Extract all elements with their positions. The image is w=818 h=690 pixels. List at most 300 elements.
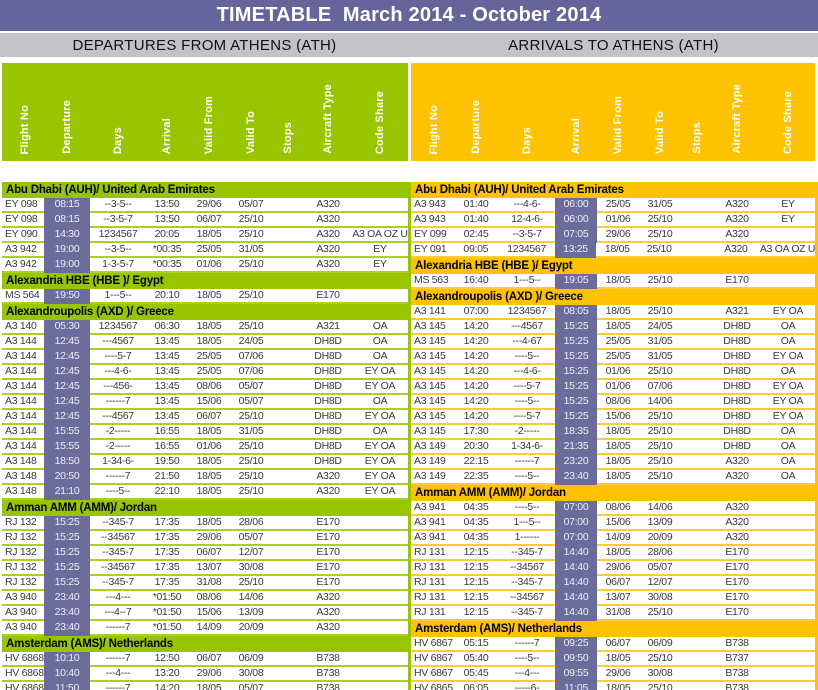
column-header-label: Flight No bbox=[427, 104, 440, 154]
cell-valid-from: 06/07 bbox=[196, 213, 222, 225]
cell-code-share bbox=[352, 516, 408, 529]
cell-flight-no: A3 145 bbox=[414, 350, 446, 362]
cell-valid-to: 05/07 bbox=[238, 380, 264, 392]
cell-valid-to: 25/10 bbox=[647, 470, 673, 482]
cell-departure: 04:35 bbox=[463, 501, 489, 513]
cell-flight-no: A3 144 bbox=[5, 380, 37, 392]
cell-days: ----5-7 bbox=[104, 350, 132, 362]
departures-table bbox=[2, 182, 411, 690]
cell-flight-no: RJ 131 bbox=[414, 546, 446, 558]
cell-valid-to: 25/10 bbox=[238, 228, 264, 240]
column-header-label: Arrival bbox=[161, 117, 173, 154]
cell-aircraft-type: A320 bbox=[725, 516, 749, 528]
cell-valid-to: 25/10 bbox=[647, 425, 673, 437]
column-header-label: Valid To bbox=[654, 111, 666, 154]
cell-arrival: 06:00 bbox=[555, 198, 597, 211]
cell-days: --3-5-7 bbox=[103, 213, 133, 225]
cell-stops bbox=[272, 621, 304, 634]
cell-departure: 12:15 bbox=[463, 591, 489, 603]
cell-flight-no: A3 149 bbox=[414, 440, 446, 452]
cell-code-share: OA bbox=[372, 425, 388, 437]
cell-valid-to: 05/07 bbox=[238, 682, 264, 690]
column-header-label: Stops bbox=[282, 122, 294, 154]
cell-valid-to: 30/08 bbox=[238, 667, 264, 679]
section-header-amman-amm: Amman AMM (AMM)/ Jordan bbox=[2, 500, 408, 516]
cell-valid-to: 05/07 bbox=[647, 561, 673, 573]
cell-days: 1-3-5-7 bbox=[102, 258, 134, 270]
cell-stops bbox=[272, 485, 304, 498]
cell-stops bbox=[681, 198, 713, 211]
cell-stops bbox=[681, 546, 713, 559]
cell-flight-no: A3 940 bbox=[5, 621, 37, 633]
title-bar bbox=[0, 0, 818, 31]
cell-flight-no: EY 090 bbox=[5, 228, 38, 240]
cell-arrival: 17:35 bbox=[154, 531, 180, 543]
cell-departure: 10:10 bbox=[44, 652, 90, 665]
cell-arrival: 22:10 bbox=[154, 485, 180, 497]
cell-arrival: 17:35 bbox=[154, 561, 180, 573]
column-header-arrival bbox=[555, 63, 597, 161]
cell-aircraft-type: A320 bbox=[316, 243, 340, 255]
cell-stops bbox=[681, 380, 713, 393]
cell-valid-from: 18/05 bbox=[196, 335, 222, 347]
cell-valid-from: 18/05 bbox=[605, 455, 631, 467]
cell-stops bbox=[681, 213, 713, 226]
cell-valid-from: 06/07 bbox=[196, 410, 222, 422]
cell-valid-to: 25/10 bbox=[647, 305, 673, 317]
flight-row bbox=[411, 395, 815, 410]
cell-departure: 14:20 bbox=[463, 380, 489, 392]
column-header-days bbox=[90, 63, 146, 161]
cell-stops bbox=[681, 350, 713, 363]
cell-aircraft-type: E170 bbox=[316, 576, 340, 588]
cell-departure: 12:45 bbox=[44, 410, 90, 423]
cell-arrival: 17:35 bbox=[154, 576, 180, 588]
cell-valid-to: 06/09 bbox=[647, 637, 673, 649]
section-header-alexandroupolis: Alexandroupolis (AXD )/ Greece bbox=[2, 304, 408, 320]
cell-days: ------7 bbox=[514, 637, 540, 649]
cell-flight-no: A3 943 bbox=[414, 198, 446, 210]
cell-valid-to: 05/07 bbox=[238, 531, 264, 543]
cell-days: --345-7 bbox=[102, 516, 134, 528]
cell-aircraft-type: DH8D bbox=[314, 455, 342, 467]
cell-code-share bbox=[761, 531, 815, 544]
cell-code-share: EY OA bbox=[772, 410, 804, 422]
timetable-body bbox=[0, 182, 818, 690]
flight-row bbox=[2, 365, 408, 380]
cell-valid-from: 01/06 bbox=[605, 365, 631, 377]
cell-flight-no: A3 149 bbox=[414, 455, 446, 467]
flight-row bbox=[2, 440, 408, 455]
column-header-label: Code Share bbox=[782, 90, 794, 154]
cell-valid-from: 08/06 bbox=[196, 591, 222, 603]
cell-flight-no: A3 145 bbox=[414, 395, 446, 407]
cell-days: --345-7 bbox=[511, 546, 543, 558]
flight-row bbox=[411, 561, 815, 576]
section-header-amsterdam: Amsterdam (AMS)/ Netherlands bbox=[411, 621, 815, 637]
cell-days: ------7 bbox=[105, 395, 131, 407]
cell-flight-no: MS 564 bbox=[5, 289, 40, 301]
flight-row bbox=[2, 531, 408, 546]
cell-days: ------7 bbox=[105, 470, 131, 482]
cell-days: 1234567 bbox=[98, 320, 138, 332]
cell-stops bbox=[681, 591, 713, 604]
column-header-band bbox=[0, 63, 818, 161]
cell-valid-from: 18/05 bbox=[196, 455, 222, 467]
cell-aircraft-type: A320 bbox=[316, 485, 340, 497]
cell-arrival: *01:50 bbox=[152, 621, 182, 633]
column-header-arrival bbox=[146, 63, 188, 161]
cell-valid-from: 18/05 bbox=[605, 682, 631, 690]
cell-flight-no: A3 145 bbox=[414, 410, 446, 422]
flight-row bbox=[2, 546, 408, 561]
cell-valid-to: 12/07 bbox=[647, 576, 673, 588]
cell-days: ---4--- bbox=[105, 667, 131, 679]
cell-aircraft-type: B738 bbox=[725, 637, 749, 649]
cell-days: --345-7 bbox=[102, 546, 134, 558]
cell-code-share: OA bbox=[780, 455, 796, 467]
cell-valid-to: 25/10 bbox=[238, 440, 264, 452]
flight-row bbox=[411, 425, 815, 440]
cell-code-share bbox=[761, 501, 815, 514]
cell-valid-to: 30/08 bbox=[238, 561, 264, 573]
cell-aircraft-type: E170 bbox=[725, 274, 749, 286]
column-header-aircraft-type bbox=[713, 63, 761, 161]
flight-row bbox=[411, 243, 815, 258]
departures-column-headers bbox=[2, 63, 408, 161]
cell-aircraft-type: A321 bbox=[725, 305, 749, 317]
cell-code-share: EY bbox=[373, 258, 387, 270]
cell-stops bbox=[272, 213, 304, 226]
cell-flight-no: RJ 132 bbox=[5, 576, 37, 588]
departures-heading: DEPARTURES FROM ATHENS (ATH) bbox=[72, 36, 337, 54]
column-header-label: Aircraft Type bbox=[322, 84, 334, 154]
cell-departure: 14:20 bbox=[463, 350, 489, 362]
cell-departure: 02:45 bbox=[463, 228, 489, 240]
cell-aircraft-type: A320 bbox=[725, 455, 749, 467]
page-title: TIMETABLE March 2014 - October 2014 bbox=[216, 4, 602, 26]
cell-arrival: 09:55 bbox=[555, 667, 597, 680]
cell-code-share: EY bbox=[781, 213, 795, 225]
cell-valid-to: 31/05 bbox=[238, 425, 264, 437]
cell-valid-from: 31/08 bbox=[605, 606, 631, 618]
cell-days: ---4-6- bbox=[104, 365, 132, 377]
cell-stops bbox=[272, 410, 304, 423]
cell-days: --34567 bbox=[100, 561, 136, 573]
flight-row bbox=[411, 637, 815, 652]
cell-aircraft-type: DH8D bbox=[314, 410, 342, 422]
cell-valid-from: 08/06 bbox=[196, 380, 222, 392]
cell-days: --34567 bbox=[509, 591, 545, 603]
cell-stops bbox=[681, 440, 713, 453]
cell-departure: 11:50 bbox=[44, 682, 90, 690]
cell-code-share: EY bbox=[781, 198, 795, 210]
cell-arrival: 06:00 bbox=[555, 213, 597, 226]
cell-flight-no: A3 144 bbox=[5, 440, 37, 452]
cell-stops bbox=[272, 258, 304, 271]
cell-code-share: EY OA bbox=[772, 380, 804, 392]
flight-row bbox=[2, 485, 408, 500]
cell-flight-no: EY 091 bbox=[414, 243, 447, 255]
column-header-stops bbox=[681, 63, 713, 161]
cell-code-share bbox=[761, 228, 815, 241]
cell-stops bbox=[272, 455, 304, 468]
cell-code-share bbox=[352, 561, 408, 574]
flight-row bbox=[2, 350, 408, 365]
cell-departure: 19:00 bbox=[44, 258, 90, 271]
cell-aircraft-type: DH8D bbox=[723, 350, 751, 362]
cell-arrival: 15:25 bbox=[555, 335, 597, 348]
cell-valid-from: 18/05 bbox=[605, 305, 631, 317]
cell-arrival: 13:50 bbox=[154, 198, 180, 210]
column-header-label: Arrival bbox=[570, 117, 582, 154]
flight-row bbox=[411, 213, 815, 228]
flight-row bbox=[2, 289, 408, 304]
flight-row bbox=[2, 243, 408, 258]
cell-stops bbox=[681, 682, 713, 690]
cell-valid-from: 01/06 bbox=[196, 440, 222, 452]
cell-arrival: *01:50 bbox=[152, 591, 182, 603]
cell-valid-from: 18/05 bbox=[604, 243, 630, 255]
cell-stops bbox=[272, 546, 304, 559]
cell-valid-to: 25/10 bbox=[238, 455, 264, 467]
column-header-code-share bbox=[761, 63, 815, 161]
cell-flight-no: EY 098 bbox=[5, 213, 38, 225]
cell-flight-no: A3 144 bbox=[5, 410, 37, 422]
cell-arrival: 13:20 bbox=[154, 667, 180, 679]
cell-code-share: OA bbox=[780, 320, 796, 332]
cell-departure: 05:45 bbox=[463, 667, 489, 679]
cell-valid-to: 25/10 bbox=[646, 243, 672, 255]
arrivals-heading: ARRIVALS TO ATHENS (ATH) bbox=[508, 36, 719, 54]
cell-arrival: 13:45 bbox=[154, 335, 180, 347]
cell-flight-no: A3 943 bbox=[414, 213, 446, 225]
cell-flight-no: HV 6867 bbox=[414, 637, 453, 649]
cell-stops bbox=[272, 380, 304, 393]
cell-arrival: 15:25 bbox=[555, 380, 597, 393]
cell-aircraft-type: A320 bbox=[725, 531, 749, 543]
cell-valid-from: 06/07 bbox=[196, 546, 222, 558]
cell-flight-no: RJ 132 bbox=[5, 546, 37, 558]
cell-code-share: A3 OA OZ U bbox=[759, 243, 816, 255]
cell-code-share bbox=[761, 682, 815, 690]
flight-row bbox=[411, 350, 815, 365]
cell-valid-to: 25/10 bbox=[647, 365, 673, 377]
section-header-abu-dhabi: Abu Dhabi (AUH)/ United Arab Emirates bbox=[2, 182, 408, 198]
cell-code-share: EY OA bbox=[364, 455, 396, 467]
cell-days: ------7 bbox=[105, 621, 131, 633]
cell-valid-from: 18/05 bbox=[196, 289, 222, 301]
cell-valid-from: 13/07 bbox=[196, 561, 222, 573]
cell-valid-to: 14/06 bbox=[647, 395, 673, 407]
cell-stops bbox=[272, 667, 304, 680]
cell-stops bbox=[681, 455, 713, 468]
cell-stops bbox=[272, 682, 304, 690]
flight-row bbox=[411, 667, 815, 682]
cell-flight-no: A3 940 bbox=[5, 606, 37, 618]
cell-days: 1------ bbox=[514, 531, 540, 543]
cell-aircraft-type: A320 bbox=[316, 198, 340, 210]
cell-days: ----5-- bbox=[514, 395, 540, 407]
cell-aircraft-type: E170 bbox=[316, 561, 340, 573]
cell-code-share bbox=[352, 198, 408, 211]
flight-row bbox=[411, 305, 815, 320]
cell-aircraft-type: DH8D bbox=[314, 350, 342, 362]
cell-aircraft-type: A320 bbox=[725, 213, 749, 225]
flight-row bbox=[411, 440, 815, 455]
cell-flight-no: EY 099 bbox=[414, 228, 447, 240]
flight-row bbox=[411, 410, 815, 425]
cell-days: 1234567 bbox=[98, 228, 138, 240]
flight-row bbox=[411, 576, 815, 591]
cell-valid-to: 13/09 bbox=[647, 516, 673, 528]
flight-row bbox=[2, 425, 408, 440]
cell-valid-to: 06/09 bbox=[238, 652, 264, 664]
cell-aircraft-type: DH8D bbox=[314, 335, 342, 347]
section-header-amman-amm: Amman AMM (AMM)/ Jordan bbox=[411, 485, 815, 501]
cell-valid-from: 18/05 bbox=[196, 516, 222, 528]
cell-valid-from: 06/07 bbox=[196, 652, 222, 664]
cell-arrival: 23:20 bbox=[555, 455, 597, 468]
cell-arrival: 11:05 bbox=[555, 682, 597, 690]
cell-aircraft-type: A320 bbox=[725, 198, 749, 210]
cell-flight-no: A3 144 bbox=[5, 350, 37, 362]
cell-stops bbox=[681, 667, 713, 680]
cell-stops bbox=[272, 652, 304, 665]
cell-days: ---4-6- bbox=[513, 198, 541, 210]
cell-valid-to: 25/10 bbox=[238, 258, 264, 270]
cell-code-share bbox=[352, 546, 408, 559]
cell-flight-no: HV 6868 bbox=[5, 652, 44, 664]
cell-arrival: 06:30 bbox=[154, 320, 180, 332]
cell-days: ----5-- bbox=[105, 485, 131, 497]
cell-valid-to: 28/06 bbox=[647, 546, 673, 558]
cell-valid-from: 18/05 bbox=[605, 274, 631, 286]
cell-departure: 15:25 bbox=[44, 546, 90, 559]
cell-valid-from: 08/06 bbox=[605, 395, 631, 407]
subtitle-bar bbox=[0, 33, 818, 57]
cell-days: --3-5-- bbox=[104, 243, 132, 255]
cell-stops bbox=[272, 243, 304, 256]
cell-aircraft-type: A320 bbox=[725, 501, 749, 513]
cell-arrival: 13:50 bbox=[154, 213, 180, 225]
cell-valid-from: 15/06 bbox=[605, 516, 631, 528]
cell-code-share: EY OA bbox=[772, 305, 804, 317]
cell-valid-from: 14/09 bbox=[196, 621, 222, 633]
cell-stops bbox=[681, 652, 713, 665]
cell-arrival: 17:35 bbox=[154, 546, 180, 558]
cell-stops bbox=[681, 516, 713, 529]
cell-flight-no: A3 148 bbox=[5, 455, 37, 467]
flight-row bbox=[2, 561, 408, 576]
cell-code-share: OA bbox=[372, 335, 388, 347]
cell-valid-from: 18/05 bbox=[196, 320, 222, 332]
cell-stops bbox=[681, 576, 713, 589]
cell-stops bbox=[272, 335, 304, 348]
cell-days: 1-34-6- bbox=[511, 440, 543, 452]
cell-stops bbox=[681, 274, 713, 287]
cell-departure: 12:15 bbox=[463, 606, 489, 618]
cell-arrival: 15:25 bbox=[555, 365, 597, 378]
cell-arrival: 21:35 bbox=[555, 440, 597, 453]
cell-valid-from: 29/06 bbox=[605, 228, 631, 240]
column-header-flight-no bbox=[411, 63, 453, 161]
cell-days: ----5-- bbox=[514, 470, 540, 482]
cell-valid-to: 05/07 bbox=[238, 198, 264, 210]
cell-valid-from: 29/06 bbox=[605, 561, 631, 573]
cell-stops bbox=[681, 606, 713, 619]
cell-days: ---4567 bbox=[102, 335, 134, 347]
cell-valid-to: 31/05 bbox=[647, 335, 673, 347]
cell-arrival: 16:55 bbox=[154, 440, 180, 452]
cell-flight-no: A3 141 bbox=[414, 305, 446, 317]
flight-row bbox=[2, 198, 408, 213]
cell-aircraft-type: DH8D bbox=[723, 320, 751, 332]
cell-arrival: 14:40 bbox=[555, 591, 597, 604]
cell-aircraft-type: E170 bbox=[316, 289, 340, 301]
cell-valid-to: 07/06 bbox=[647, 380, 673, 392]
column-header-label: Valid From bbox=[612, 95, 624, 154]
cell-flight-no: A3 149 bbox=[414, 470, 446, 482]
cell-valid-to: 24/05 bbox=[238, 335, 264, 347]
column-header-aircraft-type bbox=[304, 63, 352, 161]
cell-valid-from: 08/06 bbox=[605, 501, 631, 513]
cell-stops bbox=[272, 516, 304, 529]
flight-row bbox=[411, 546, 815, 561]
section-header-alexandria-hbe: Alexandria HBE (HBE )/ Egypt bbox=[2, 273, 408, 289]
cell-flight-no: MS 563 bbox=[414, 274, 449, 286]
cell-departure: 23:40 bbox=[44, 621, 90, 634]
section-header-amsterdam: Amsterdam (AMS)/ Netherlands bbox=[2, 636, 408, 652]
cell-valid-from: 25/05 bbox=[196, 243, 222, 255]
cell-code-share bbox=[352, 621, 408, 634]
cell-valid-from: 15/06 bbox=[196, 606, 222, 618]
cell-valid-from: 29/06 bbox=[605, 667, 631, 679]
cell-flight-no: A3 145 bbox=[414, 380, 446, 392]
cell-arrival: *00:35 bbox=[152, 243, 182, 255]
cell-code-share: OA bbox=[780, 440, 796, 452]
flight-row bbox=[411, 652, 815, 667]
flight-row bbox=[2, 667, 408, 682]
cell-aircraft-type: B738 bbox=[725, 667, 749, 679]
column-header-label: Days bbox=[521, 126, 533, 154]
cell-stops bbox=[680, 243, 712, 256]
section-header-abu-dhabi: Abu Dhabi (AUH)/ United Arab Emirates bbox=[411, 182, 815, 198]
cell-valid-from: 25/05 bbox=[196, 365, 222, 377]
cell-departure: 16:40 bbox=[463, 274, 489, 286]
cell-aircraft-type: DH8D bbox=[723, 440, 751, 452]
cell-valid-from: 25/05 bbox=[196, 350, 222, 362]
cell-valid-to: 25/10 bbox=[647, 652, 673, 664]
cell-valid-to: 05/07 bbox=[238, 395, 264, 407]
column-header-valid-from bbox=[597, 63, 639, 161]
cell-valid-from: 29/06 bbox=[196, 198, 222, 210]
cell-departure: 12:45 bbox=[44, 335, 90, 348]
cell-departure: 17:30 bbox=[463, 425, 489, 437]
cell-arrival: 14:40 bbox=[555, 576, 597, 589]
cell-days: ------7 bbox=[514, 455, 540, 467]
column-header-stops bbox=[272, 63, 304, 161]
cell-code-share bbox=[761, 591, 815, 604]
cell-valid-from: 15/06 bbox=[196, 395, 222, 407]
cell-departure: 10:40 bbox=[44, 667, 90, 680]
cell-days: 1---5-- bbox=[513, 274, 541, 286]
cell-valid-from: 18/05 bbox=[196, 485, 222, 497]
cell-departure: 14:20 bbox=[463, 335, 489, 347]
cell-flight-no: A3 940 bbox=[5, 591, 37, 603]
cell-departure: 18:50 bbox=[44, 455, 90, 468]
cell-stops bbox=[681, 501, 713, 514]
